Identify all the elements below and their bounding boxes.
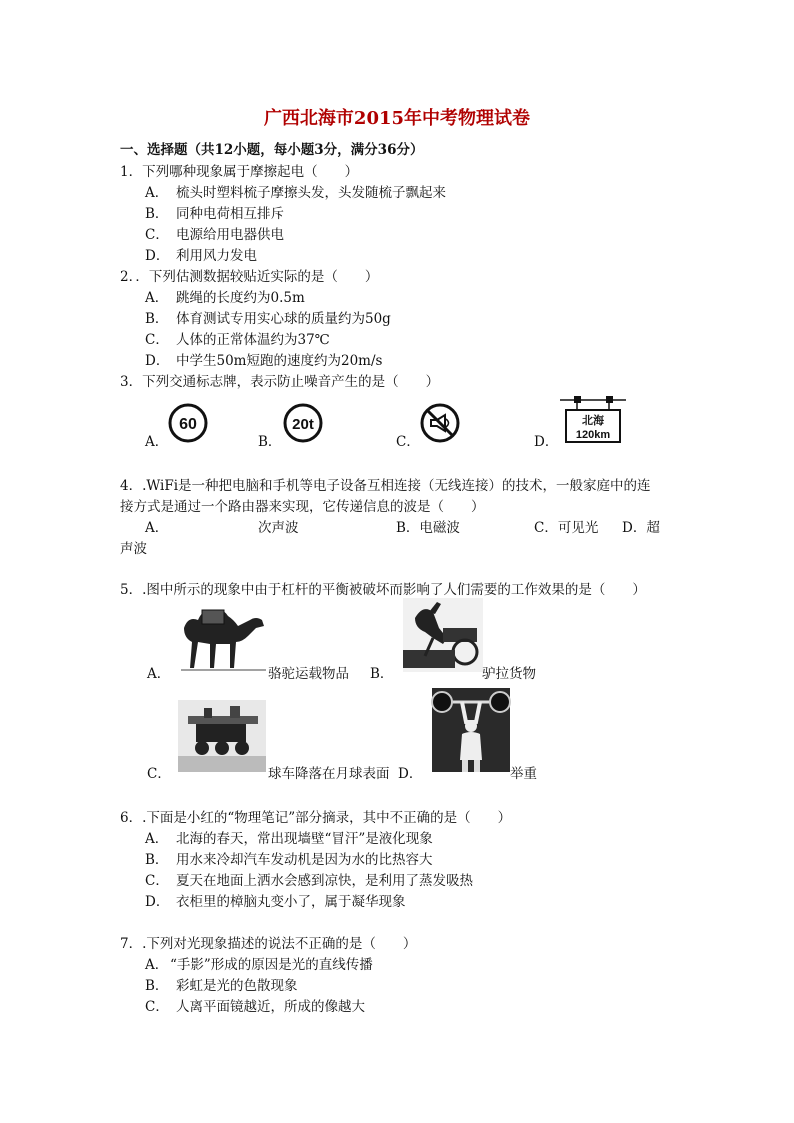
option-letter: A． (145, 185, 169, 201)
distance-sign (558, 396, 628, 446)
sign-a-label: 60 (179, 416, 197, 433)
option-text: 彩虹是光的色散现象 (176, 978, 298, 994)
weightlifter-image (432, 688, 510, 772)
section-heading: 一、选择题（共12小题，每小题3分，满分36分） (120, 142, 424, 158)
option-letter: C． (147, 766, 171, 782)
option-text: 北海的春天，常出现墙壁“冒汗”是液化现象 (176, 831, 433, 847)
option-letter: B． (145, 978, 169, 994)
donkey-cart-image (403, 598, 483, 672)
option-letter: B． (145, 311, 169, 327)
option-text: B．电磁波 (396, 520, 460, 536)
weight-limit-sign (283, 403, 323, 443)
option-text: 夏天在地面上洒水会感到凉快，是利用了蒸发吸热 (176, 873, 473, 889)
option-text: D．超 (622, 520, 660, 536)
option-text: 跳绳的长度约为0.5m (176, 290, 305, 306)
option-letter: B． (370, 666, 394, 682)
option-text: 梳头时塑料梳子摩擦头发，头发随梳子飘起来 (176, 185, 446, 201)
option-letter: D． (398, 766, 423, 782)
option-text: 衣柜里的樟脑丸变小了，属于凝华现象 (176, 894, 406, 910)
sign-b-label: 20t (292, 416, 314, 433)
camel-image (176, 598, 268, 672)
option-text: C．可见光 (534, 520, 599, 536)
sign-d-line2: 120km (575, 429, 611, 441)
question-stem: 4．.WiFi是一种把电脑和手机等电子设备互相连接（无线连接）的技术，一般家庭中的连 (120, 478, 651, 494)
question-stem: 接方式是通过一个路由器来实现，它传递信息的波是（ ） (120, 499, 485, 515)
option-letter: A． (147, 666, 171, 682)
option-letter: B． (145, 852, 169, 868)
page-title: 广西北海市2015年中考物理试卷 (263, 108, 531, 129)
option-letter: D． (534, 434, 559, 450)
option-text: 骆驼运载物品 (268, 666, 349, 682)
question-stem: 6．.下面是小红的“物理笔记”部分摘录，其中不正确的是（ ） (120, 810, 512, 826)
option-letter: C． (145, 332, 169, 348)
sign-d-line1: 北海 (582, 414, 604, 427)
option-text: 球车降落在月球表面 (268, 766, 390, 782)
option-text: 举重 (510, 766, 537, 782)
question-stem: 1．下列哪种现象属于摩擦起电（ ） (120, 164, 359, 180)
option-letter: B． (145, 206, 169, 222)
speed-limit-sign (168, 403, 208, 443)
option-text: 人体的正常体温约为37℃ (176, 332, 330, 348)
option-letter: D． (145, 353, 170, 369)
option-text: 驴拉货物 (482, 666, 536, 682)
option-letter: D． (145, 894, 170, 910)
option-text: “手影”形成的原因是光的直线传播 (170, 957, 373, 973)
option-letter: A． (145, 957, 169, 973)
option-text: 声波 (120, 541, 147, 557)
option-text: 体育测试专用实心球的质量约为50g (176, 311, 391, 327)
option-letter: C． (145, 873, 169, 889)
option-text: 人离平面镜越近，所成的像越大 (176, 999, 365, 1015)
question-stem: 3．下列交通标志牌，表示防止噪音产生的是（ ） (120, 374, 440, 390)
option-text: 用水来冷却汽车发动机是因为水的比热容大 (176, 852, 433, 868)
option-text: 次声波 (258, 520, 299, 536)
option-text: 中学生50m短跑的速度约为20m/s (176, 353, 383, 369)
option-letter: A． (145, 290, 169, 306)
option-text: 电源给用电器供电 (176, 227, 284, 243)
option-text: 同种电荷相互排斥 (176, 206, 284, 222)
question-stem: 5．.图中所示的现象中由于杠杆的平衡被破坏而影响了人们需要的工作效果的是（ ） (120, 582, 646, 598)
option-letter: A． (145, 434, 169, 450)
question-stem: 7．.下列对光现象描述的说法不正确的是（ ） (120, 936, 417, 952)
lunar-rover-image (178, 700, 266, 772)
question-stem: 2．．下列估测数据较贴近实际的是（ ） (120, 269, 379, 285)
option-letter: B． (258, 434, 282, 450)
option-letter: C． (145, 227, 169, 243)
option-letter: C． (396, 434, 420, 450)
option-letter: A． (145, 831, 169, 847)
option-letter: D． (145, 248, 170, 264)
option-letter: A． (145, 520, 169, 536)
no-horn-sign (420, 403, 460, 443)
option-letter: C． (145, 999, 169, 1015)
option-text: 利用风力发电 (176, 248, 257, 264)
